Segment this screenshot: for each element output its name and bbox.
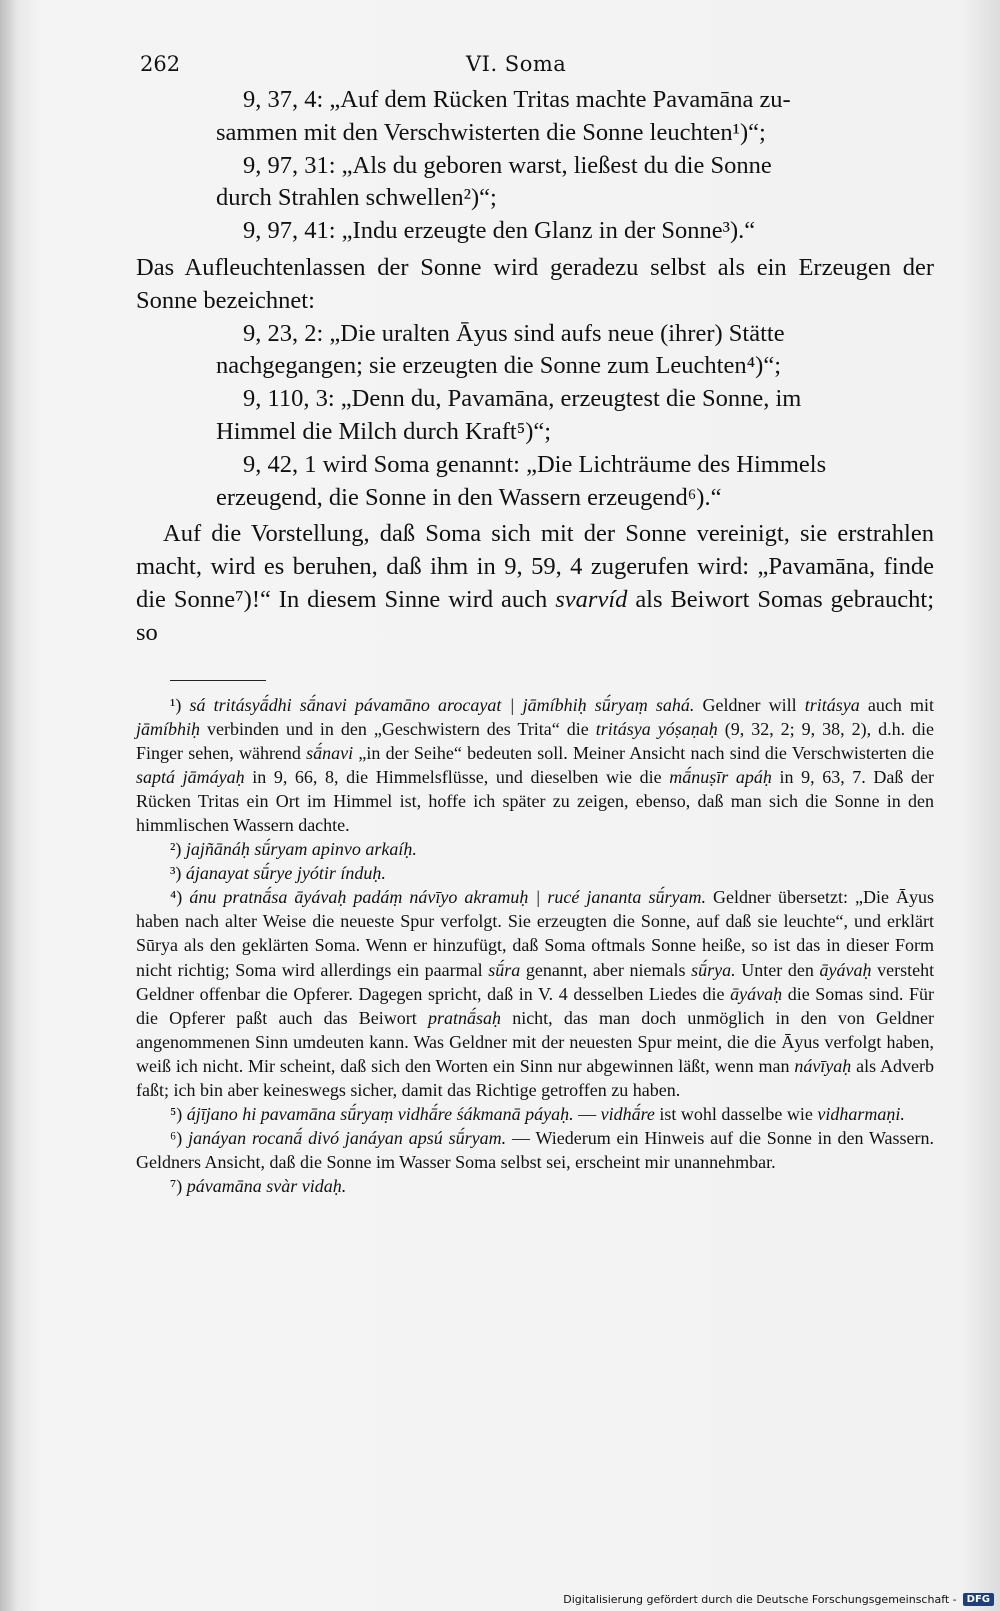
paragraph	[136, 518, 934, 649]
footnotes	[136, 693, 934, 1199]
sanskrit-quote: pávamāna svàr vidaḥ.	[186, 1176, 347, 1197]
sanskrit-term: āyávaḥ	[730, 983, 783, 1004]
quote-9-97-41	[136, 215, 934, 248]
footnote-rule	[170, 680, 266, 681]
footnote-text: „in der Seihe“ bedeuten soll. Meiner Ansicht nach sind die Verschwisterten die	[358, 742, 935, 763]
sanskrit-term: tritásya yóṣaṇaḥ	[595, 718, 718, 739]
page-number: 262	[140, 52, 181, 76]
quote-line: 9, 97, 41: „Indu erzeugte den Glanz in der Sonne³).“	[243, 217, 756, 245]
footnote-3	[136, 861, 934, 885]
quote-9-23-2	[136, 318, 934, 384]
sanskrit-quote: jajñānáḥ sū́ryam apinvo arkaíḥ.	[185, 839, 417, 860]
sanskrit-quote: janáyan rocanā́ divó janáyan apsú sū́ryam.	[188, 1128, 507, 1149]
footnote-text: nicht, das man doch unmöglich in den von Geldner angenommenen Sinn umdeuten kann. Was Geldner mit der neuesten Spur meint, die die Āyus verfolgt haben, weiß ich nicht. Mir scheint, daß sich den Worten ein Sinn nur abgewinnen läßt, wenn man	[136, 1007, 935, 1076]
sanskrit-term: sū́ra	[488, 959, 521, 980]
footnote-text: genannt, aber niemals	[525, 959, 686, 980]
sanskrit-term: tritásya	[804, 694, 860, 715]
page-header	[136, 44, 934, 84]
sanskrit-term: āyávaḥ	[819, 959, 872, 980]
footnote-text: versteht Geldner offenbar die Opferer. Dagegen spricht, daß in V. 4 desselben Liedes die	[136, 959, 935, 1004]
footnote-text: verbinden und in den „Geschwistern des Trita“ die	[207, 718, 589, 739]
quote-line: 9, 110, 3: „Denn du, Pavamāna, erzeugtest die Sonne, im	[243, 385, 802, 413]
quote-9-97-31	[136, 150, 934, 216]
quote-9-110-3	[136, 383, 934, 449]
dfg-logo[interactable]: DFG	[963, 1593, 994, 1606]
sanskrit-quote: ájījano hi pavamāna sū́ryaṃ vidhā́re śákmanā páyaḥ.	[186, 1104, 574, 1125]
digitization-credit	[563, 1590, 994, 1608]
footnote-marker: ⁵)	[170, 1104, 183, 1125]
footnote-5	[136, 1102, 934, 1126]
footnote-text: Geldner will	[702, 694, 797, 715]
footnote-text: die Somas sind. Für die Opferer paßt auch das Beiwort	[136, 983, 935, 1028]
footnote-marker: ⁷)	[170, 1176, 183, 1197]
footnote-7	[136, 1174, 934, 1198]
footnote-text: — Wiederum ein Hinweis auf die Sonne in den Wassern. Geldners Ansicht, daß die Sonne im Wasser Soma selbst sei, erscheint mir unannehmbar.	[136, 1128, 935, 1173]
sanskrit-term: sā́navi	[306, 742, 354, 763]
sanskrit-quote: ájanayat sū́rye jyótir índuḥ.	[185, 863, 386, 884]
sanskrit-term: sū́rya.	[691, 959, 736, 980]
footnote-marker: ⁶)	[170, 1128, 183, 1149]
quote-9-42-1	[136, 449, 934, 515]
quote-line: 9, 97, 31: „Als du geboren warst, ließest du die Sonne	[243, 151, 772, 179]
quote-line: sammen mit den Verschwisterten die Sonne leuchten¹)“;	[216, 118, 766, 146]
footnote-2	[136, 837, 934, 861]
paragraph: Das Aufleuchtenlassen der Sonne wird geradezu selbst als ein Erzeugen der Sonne bezeichnet:	[136, 253, 934, 314]
sanskrit-quote: sá tritásyā́dhi sā́navi pávamāno arocayat | jāmíbhiḥ sū́ryaṃ sahá.	[189, 694, 695, 715]
footnote-text: —	[578, 1104, 597, 1125]
sanskrit-term: jāmíbhiḥ	[136, 718, 201, 739]
footnote-text: als Adverb faßt; ich bin aber keineswegs sicher, damit das Richtige getroffen zu haben.	[136, 1055, 934, 1101]
italic-term: svarvíd	[555, 585, 628, 613]
quote-9-37-4	[136, 84, 934, 150]
paragraph-text: als Beiwort Somas gebraucht; so	[136, 585, 935, 646]
quote-line: Himmel die Milch durch Kraft⁵)“;	[216, 417, 552, 445]
footnote-text: ist wohl dasselbe wie	[659, 1104, 813, 1125]
book-gutter-shadow	[0, 0, 18, 1611]
main-text	[136, 84, 934, 650]
footnote-1	[136, 693, 934, 838]
quote-line: 9, 37, 4: „Auf dem Rücken Tritas machte Pavamāna zu-	[243, 86, 791, 113]
quote-line: 9, 23, 2: „Die uralten Āyus sind aufs neue (ihrer) Stätte	[243, 319, 785, 347]
footnote-marker: ³)	[170, 863, 182, 884]
footnote-text: in 9, 66, 8, die Himmelsflüsse, und dieselben wie die	[252, 766, 662, 787]
sanskrit-term: pratnā́saḥ	[427, 1007, 501, 1028]
paragraph-text: Auf die Vorstellung, daß Soma sich mit der Sonne vereinigt, sie erstrahlen macht, wird es beruhen, daß ihm in 9, 59, 4 zugerufen wird: „Pavamāna, finde die Sonne⁷)!“ In diesem Sinne wird auch	[136, 520, 934, 613]
quote-line: 9, 42, 1 wird Soma genannt: „Die Lichträume des Himmels	[243, 450, 827, 478]
footnote-marker: ¹)	[170, 694, 182, 715]
sanskrit-term: vidhā́re	[600, 1104, 655, 1125]
page-content	[136, 44, 934, 1199]
sanskrit-term: mā́nuṣīr apáḥ	[669, 766, 772, 787]
footnote-text: in 9, 63, 7. Daß der Rücken Tritas ein Ort im Himmel ist, hoffe ich später zu zeigen, ebenso, daß man sich die Sonne in den himmlischen Wassern dachte.	[136, 766, 934, 836]
footnote-marker: ²)	[170, 839, 182, 860]
sanskrit-term: vidharmaṇi.	[817, 1104, 905, 1125]
quote-line: durch Strahlen schwellen²)“;	[216, 184, 497, 212]
running-title: VI. Soma	[466, 52, 567, 76]
footnote-text: (9, 32, 2; 9, 38, 2), d.h. die Finger sehen, während	[136, 718, 935, 763]
sanskrit-term: návīyaḥ	[794, 1055, 852, 1076]
credit-text: Digitalisierung gefördert durch die Deutsche Forschungsgemeinschaft -	[563, 1592, 957, 1606]
footnote-6	[136, 1126, 934, 1174]
quote-line: erzeugend, die Sonne in den Wassern erzeugend⁶).“	[216, 483, 722, 511]
footnote-marker: ⁴)	[170, 887, 183, 908]
footnote-4	[136, 885, 934, 1102]
footnote-text: Unter den	[741, 959, 814, 980]
footnote-text: Geldner übersetzt: „Die Āyus haben nach alter Weise die neueste Spur verfolgt. Sie erzeugten die Sonne, auf daß sie leuchte“, und erklärt Sūrya als den geklärten Soma. Wenn er hinzufügt, daß Soma oftmals Sonne heiße, so ist das in dieser Form nicht richtig; Soma wird allerdings ein paarmal	[136, 887, 934, 980]
footnote-text: auch mit	[867, 694, 935, 715]
sanskrit-quote: ánu pratnā́sa āyávaḥ padáṃ návīyo akramuḥ | rucé jananta sū́ryam.	[189, 887, 706, 908]
sanskrit-term: saptá jāmáyaḥ	[136, 766, 245, 787]
quote-line: nachgegangen; sie erzeugten die Sonne zum Leuchten⁴)“;	[216, 352, 781, 380]
